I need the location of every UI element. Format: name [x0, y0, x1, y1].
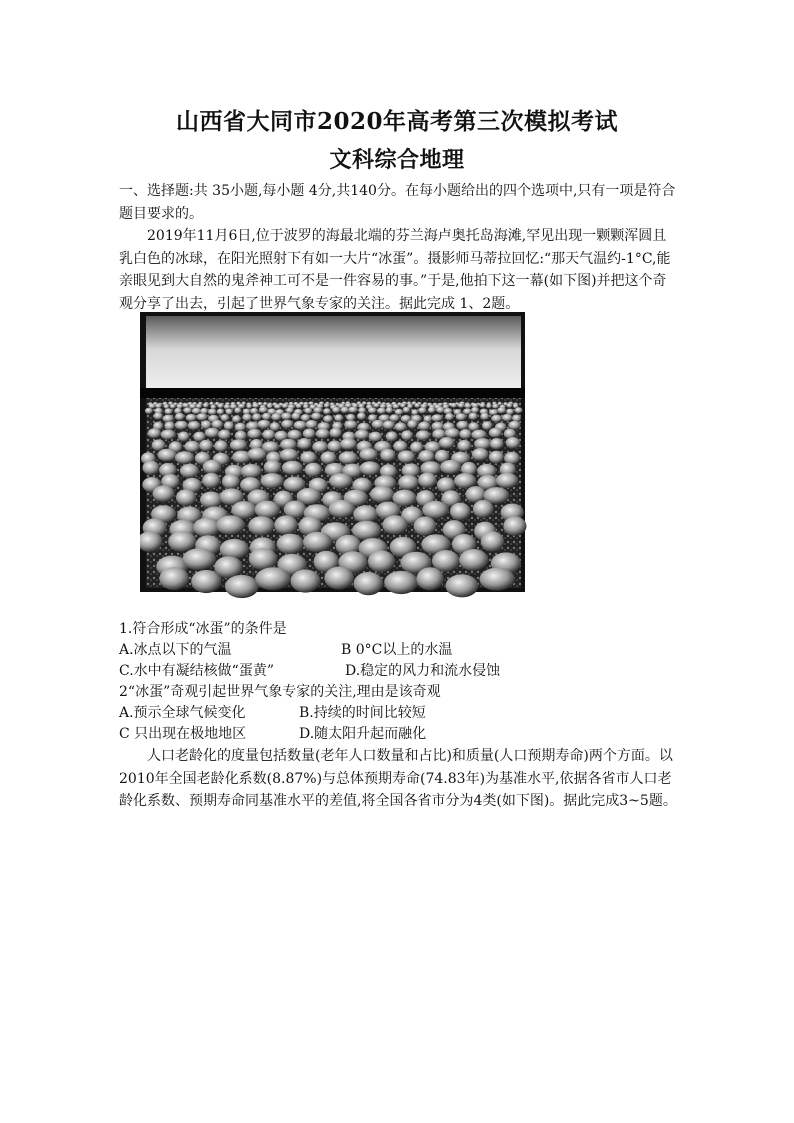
ice-egg	[502, 414, 513, 422]
ice-egg	[410, 442, 423, 454]
ice-egg	[515, 407, 523, 413]
ice-egg	[393, 404, 400, 409]
ice-egg	[459, 429, 471, 439]
ice-egg	[305, 463, 322, 477]
ice-egg	[382, 515, 408, 534]
ice-egg	[246, 404, 252, 409]
ice-egg	[360, 461, 381, 475]
ice-egg	[164, 421, 175, 430]
ice-egg	[359, 448, 377, 461]
ice-egg	[450, 503, 471, 521]
ice-egg	[159, 567, 189, 590]
ice-egg	[235, 431, 247, 441]
question-2-stem: 2“冰蛋”奇观引起世界气象专家的关注,理由是该奇观	[119, 684, 441, 700]
ice-egg	[142, 461, 159, 475]
ice-egg	[145, 408, 153, 414]
ice-egg	[481, 531, 505, 552]
ice-egg	[436, 407, 444, 413]
ice-egg	[506, 437, 521, 449]
ice-egg	[241, 464, 262, 478]
ice-egg	[175, 451, 194, 464]
ice-egg	[208, 409, 217, 415]
ice-egg	[407, 420, 418, 429]
instruction-block	[119, 180, 679, 315]
ice-egg	[339, 451, 358, 464]
ice-egg	[341, 407, 350, 413]
ice-egg	[497, 407, 506, 413]
ice-egg	[329, 473, 353, 488]
ice-egg	[458, 403, 465, 408]
ice-egg	[386, 431, 398, 441]
ice-egg	[200, 492, 222, 509]
ice-egg	[294, 421, 307, 430]
ice-egg	[270, 422, 280, 431]
ice-egg	[329, 500, 355, 518]
q2-option-b: B.持续的时间比较短	[299, 705, 426, 721]
ice-egg	[303, 429, 316, 439]
ice-egg	[186, 414, 197, 422]
ice-egg	[232, 415, 241, 423]
ice-egg	[182, 548, 216, 570]
ice-egg	[217, 403, 223, 408]
ice-egg	[192, 408, 201, 414]
ice-egg	[456, 413, 467, 421]
ice-egg	[282, 461, 303, 475]
ice-egg	[203, 460, 222, 474]
ice-egg	[323, 415, 333, 423]
ice-egg	[184, 441, 200, 453]
ice-egg	[353, 505, 378, 523]
ice-egg	[249, 548, 278, 570]
instruction-text: 一、选择题:共 35小题,每小题 4分,共140分。在每小题给出的四个选项中,只有一项是符合题目要求的。	[119, 183, 676, 222]
ice-egg	[182, 403, 189, 408]
q1-option-c: C.水中有凝结核做“蛋黄”	[119, 663, 274, 679]
ice-egg	[395, 422, 407, 431]
ice-egg	[384, 571, 418, 594]
ice-egg	[216, 515, 245, 534]
ice-egg	[398, 450, 415, 463]
ice-egg	[323, 408, 331, 414]
q1-option-a: A.冰点以下的气温	[119, 642, 232, 658]
ice-egg	[334, 414, 343, 422]
ice-egg	[446, 574, 479, 597]
ice-egg	[234, 407, 241, 413]
ice-egg	[439, 437, 455, 449]
ice-egg	[153, 412, 163, 420]
ice-egg	[203, 403, 209, 408]
ice-egg	[321, 451, 337, 464]
ice-egg	[267, 404, 273, 409]
ice-egg	[457, 440, 471, 452]
ice-egg	[332, 407, 340, 413]
ice-egg	[489, 409, 498, 415]
ice-egg	[398, 475, 419, 490]
ice-egg	[274, 404, 281, 409]
ice-egg	[255, 501, 280, 519]
ice-egg	[418, 407, 427, 413]
ice-egg	[255, 567, 291, 590]
ice-egg	[380, 449, 395, 462]
ice-egg	[480, 403, 486, 408]
ice-egg	[354, 572, 384, 595]
ice-egg	[291, 569, 321, 592]
ice-egg	[416, 567, 443, 590]
ice-egg	[401, 430, 413, 440]
ice-egg	[395, 409, 404, 415]
ice-egg	[168, 531, 196, 552]
ice-egg	[247, 429, 261, 439]
question-1-stem: 1.符合形成“冰蛋”的条件是	[119, 621, 287, 637]
ice-egg	[201, 420, 212, 429]
ice-egg	[259, 407, 268, 413]
ice-egg	[261, 473, 284, 488]
ice-egg	[212, 420, 224, 429]
ice-egg	[263, 430, 276, 440]
ice-egg	[262, 413, 271, 421]
ice-egg	[188, 421, 201, 430]
ice-egg	[445, 413, 454, 421]
ice-egg	[153, 485, 175, 502]
ice-egg	[220, 539, 249, 560]
ice-egg	[183, 407, 192, 413]
ice-egg	[300, 451, 316, 464]
ice-egg	[274, 515, 297, 534]
ice-egg	[355, 430, 370, 440]
ice-egg	[471, 407, 479, 413]
ice-egg	[389, 414, 399, 422]
ice-egg	[393, 441, 407, 453]
ice-egg	[175, 413, 185, 421]
ice-egg	[330, 428, 342, 438]
ice-egg	[271, 413, 281, 421]
ice-egg	[277, 534, 304, 555]
ice-egg	[193, 518, 220, 537]
ice-egg	[197, 413, 208, 421]
ice-egg	[280, 449, 299, 462]
ice-egg	[508, 421, 520, 430]
ice-egg	[217, 409, 224, 415]
ice-egg	[303, 532, 332, 553]
ice-egg	[281, 420, 293, 429]
ice-egg	[491, 415, 502, 423]
ice-egg	[311, 413, 322, 421]
ice-egg	[414, 403, 420, 408]
ice-egg	[161, 430, 176, 440]
q2-option-a: A.预示全球气候变化	[119, 705, 246, 721]
ice-egg	[489, 451, 504, 464]
ice-egg	[148, 428, 162, 438]
q2-option-d: D.随太阳升起而融化	[299, 726, 427, 742]
ice-egg	[474, 438, 491, 450]
ice-egg	[218, 430, 231, 440]
ice-egg	[411, 409, 418, 415]
ice-egg	[296, 404, 302, 409]
ice-egg	[230, 439, 247, 451]
ice-egg	[252, 403, 259, 408]
ice-egg	[440, 460, 461, 474]
ice-egg	[248, 516, 274, 535]
ice-egg	[357, 412, 366, 420]
ice-egg	[306, 420, 318, 429]
ice-egg	[428, 407, 436, 413]
ice-egg	[281, 413, 292, 421]
ice-egg	[370, 486, 394, 503]
q1-option-b: B 0°C以上的水温	[341, 642, 453, 658]
ice-egg	[292, 412, 301, 420]
ice-egg	[414, 517, 437, 536]
ice-egg	[373, 403, 380, 408]
q1-option-d: D.稳定的风力和流水侵蚀	[345, 663, 501, 679]
passage-2: 人口老龄化的度量包括数量(老年人口数量和占比)和质量(人口预期寿命)两个方面。以2010年全国老龄化系数(8.87%)与总体预期寿命(74.83年)为基准水平,依据各省市人口老龄化系数、预期寿命同基准水平的差值,将全国各省市分为4类(如下图)。据此完成3~5题。	[119, 748, 677, 809]
ice-egg	[176, 489, 196, 506]
ice-egg	[313, 407, 322, 413]
ice-egg	[368, 550, 395, 572]
document-subtitle: 文科综合地理	[329, 147, 465, 173]
ice-egg	[369, 432, 383, 442]
ice-egg	[163, 415, 175, 423]
ice-egg	[416, 430, 431, 440]
ice-egg	[386, 407, 393, 413]
ice-egg	[503, 516, 526, 535]
ice-egg	[170, 404, 176, 409]
ice-egg	[418, 450, 434, 463]
ice-egg	[473, 500, 494, 518]
ice-egg	[327, 441, 342, 453]
ice-egg	[454, 473, 476, 488]
ice-egg	[164, 404, 170, 409]
ice-egg	[221, 414, 230, 422]
ice-egg	[368, 407, 377, 413]
passage-1: 2019年11月6日,位于波罗的海最北端的芬兰海卢奥托岛海滩,罕见出现一颗颗浑圆且乳白色的冰球，在阳光照射下有如一大片“冰蛋”。摄影师马蒂拉回忆:“那天气温约-1°C,能亲眼见到大自然的鬼斧神工可不是一件容易的事。”于是,他拍下这一幕(如下图)并把这个奇观分享了出去，引起了世界气象专家的关注。据此完成 1、2题。	[119, 228, 671, 312]
ice-egg	[507, 403, 513, 408]
ice-egg	[431, 414, 443, 422]
ice-egg	[340, 438, 357, 450]
ice-egg	[348, 407, 358, 413]
ice-egg	[445, 428, 460, 438]
ice-egg	[155, 404, 162, 409]
q2-option-c: C 只出现在极地地区	[119, 726, 247, 742]
ice-egg	[214, 440, 228, 452]
ice-egg	[418, 473, 437, 488]
ice-egg	[282, 403, 289, 408]
ice-egg	[344, 420, 357, 429]
ice-egg	[480, 568, 515, 591]
ice-egg	[372, 420, 385, 429]
ice-egg	[480, 413, 489, 421]
ice-egg	[297, 438, 311, 450]
ice-egg	[490, 438, 504, 450]
ice-egg	[418, 422, 431, 431]
ice-eggs-photo	[140, 312, 530, 602]
ice-egg	[324, 567, 354, 590]
ice-egg	[496, 473, 518, 488]
ice-egg	[459, 549, 488, 571]
ice-egg	[489, 428, 502, 438]
ice-egg	[482, 421, 492, 430]
ice-egg	[312, 441, 328, 453]
ice-egg	[316, 429, 330, 439]
document-title: 山西省大同市2020年高考第三次模拟考试	[175, 108, 618, 135]
ice-egg	[324, 403, 330, 408]
ice-egg	[287, 430, 301, 440]
ice-egg	[178, 431, 190, 441]
ice-egg	[222, 474, 240, 489]
ice-egg	[247, 448, 266, 461]
ice-egg	[377, 408, 386, 414]
ice-egg	[199, 440, 213, 452]
ice-egg	[225, 575, 259, 598]
ice-egg	[226, 409, 233, 415]
ice-egg	[403, 407, 411, 413]
ice-egg	[264, 460, 281, 474]
ice-egg	[486, 404, 492, 409]
ice-egg	[464, 403, 472, 408]
ice-egg	[235, 423, 246, 432]
ice-egg	[492, 404, 499, 409]
ice-egg	[158, 449, 178, 462]
ice-egg	[180, 464, 199, 478]
ice-egg	[451, 403, 457, 408]
ice-egg	[457, 421, 469, 430]
ice-egg	[242, 414, 252, 422]
ice-egg	[175, 421, 188, 430]
ice-egg	[422, 501, 449, 519]
ice-egg	[191, 570, 221, 593]
ice-egg	[304, 408, 312, 414]
ice-egg	[224, 421, 234, 430]
ice-egg	[383, 420, 395, 429]
ice-egg	[252, 413, 261, 421]
ice-egg	[469, 413, 478, 421]
ice-egg	[165, 408, 173, 414]
ice-egg	[257, 420, 271, 429]
ice-egg	[202, 473, 220, 488]
ice-egg	[472, 448, 489, 461]
ice-egg	[205, 428, 220, 438]
